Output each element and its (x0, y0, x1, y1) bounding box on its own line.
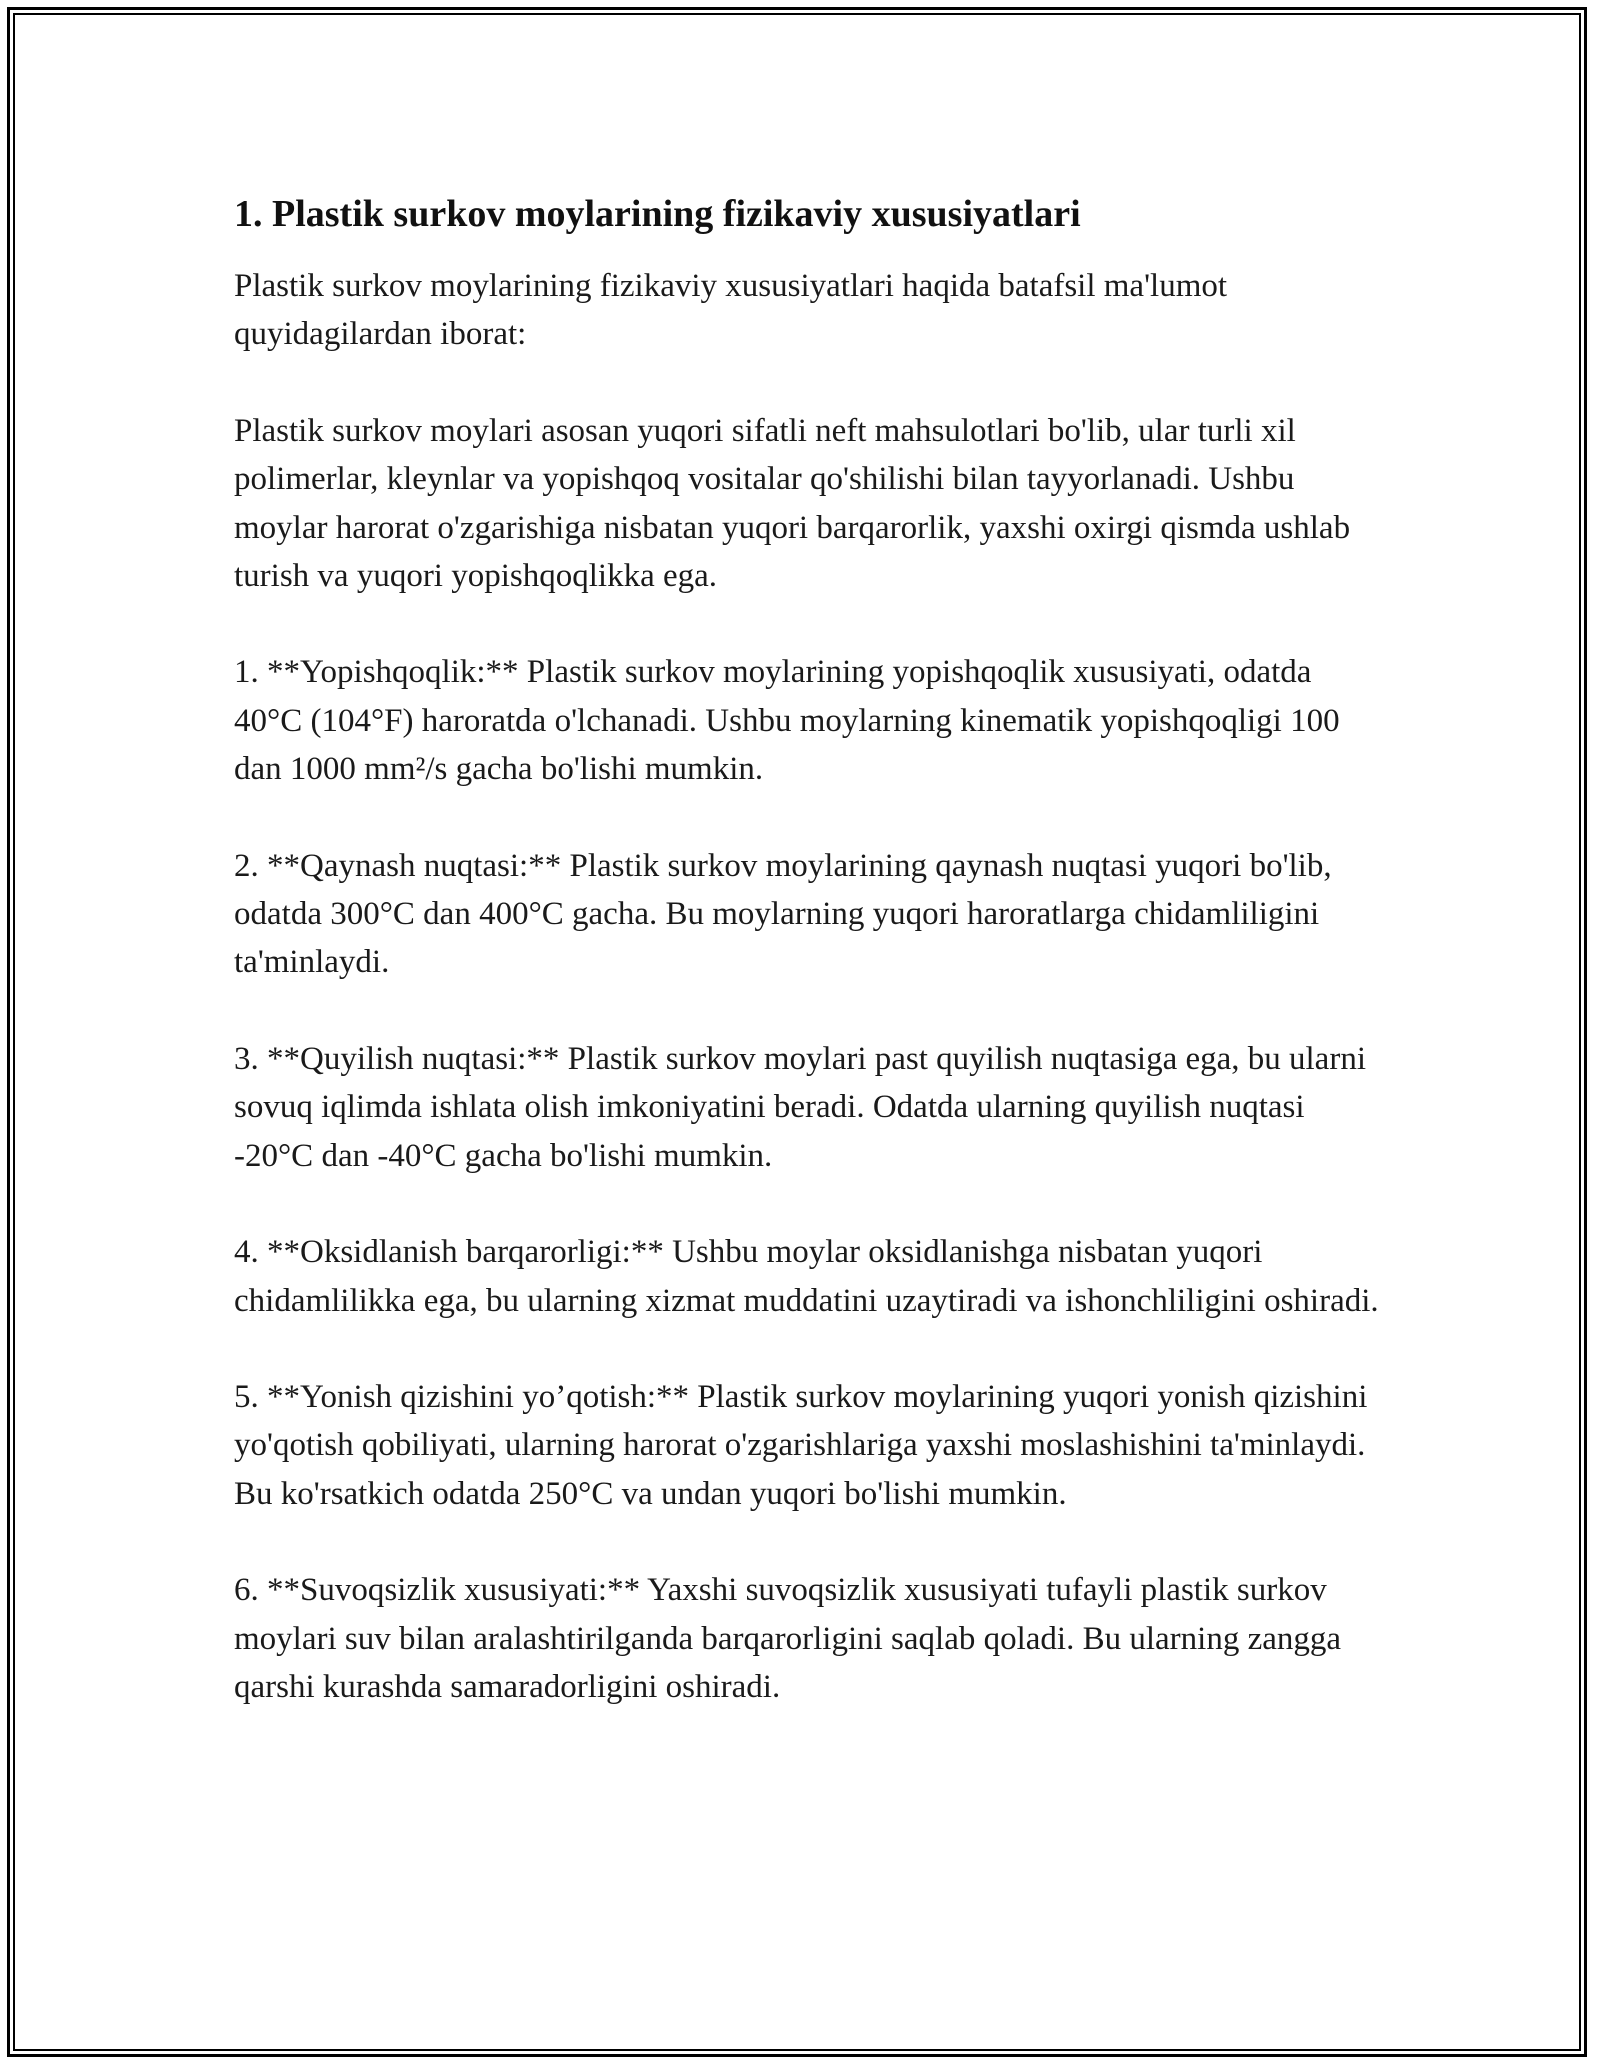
document-body (234, 188, 1384, 1759)
intro-paragraph: Plastik surkov moylarining fizikaviy xususiyatlari haqida batafsil ma'lumot quyidagilardan iborat: (234, 268, 1228, 353)
description-paragraph: Plastik surkov moylari asosan yuqori sifatli neft mahsulotlari bo'lib, ular turli xil polimerlar, kleynlar va yopishqoq vositalar qo'shilishi bilan tayyorlanadi. Ushbu moylar harorat o'zgarishiga nisbatan yuqori barqarorlik, yaxshi oxirgi qismda ushlab turish va yuqori yopishqoqlikka ega. (234, 412, 1351, 595)
property-boiling-point: 2. **Qaynash nuqtasi:** Plastik surkov moylarining qaynash nuqtasi yuqori bo'lib, odatda 300°C dan 400°C gacha. Bu moylarning yuqori haroratlarga chidamliligini ta'minlaydi. (234, 847, 1332, 981)
property-pour-point: 3. **Quyilish nuqtasi:** Plastik surkov moylari past quyilish nuqtasiga ega, bu ularni sovuq iqlimda ishlata olish imkoniyatini beradi. Odatda ularning quyilish nuqtasi -20°C dan -40°C gacha bo'lishi mumkin. (234, 1040, 1366, 1174)
property-water-resistance: 6. **Suvoqsizlik xususiyati:** Yaxshi suvoqsizlik xususiyati tufayli plastik surkov moylari suv bilan aralashtirilganda barqarorligini saqlab qoladi. Bu ularning zangga qarshi kurashda samaradorligini oshiradi. (234, 1572, 1342, 1705)
property-viscosity: 1. **Yopishqoqlik:** Plastik surkov moylarining yopishqoqlik xususiyati, odatda 40°C (104°F) haroratda o'lchanadi. Ushbu moylarning kinematik yopishqoqligi 100 dan 1000 mm²/s gacha bo'lishi mumkin. (234, 654, 1340, 788)
document-title: 1. Plastik surkov moylarining fizikaviy xususiyatlari (234, 193, 1081, 235)
property-flash-heat-loss: 5. **Yonish qizishini yo’qotish:** Plastik surkov moylarining yuqori yonish qizishini yo'qotish qobiliyati, ularning harorat o'zgarishlariga yaxshi moslashishini ta'minlaydi. Bu ko'rsatkich odatda 250°C va undan yuqori bo'lishi mumkin. (234, 1378, 1368, 1512)
property-oxidation-stability: 4. **Oksidlanish barqarorligi:** Ushbu moylar oksidlanishga nisbatan yuqori chidamlilikka ega, bu ularning xizmat muddatini uzaytiradi va ishonchliligini oshiradi. (234, 1234, 1379, 1319)
